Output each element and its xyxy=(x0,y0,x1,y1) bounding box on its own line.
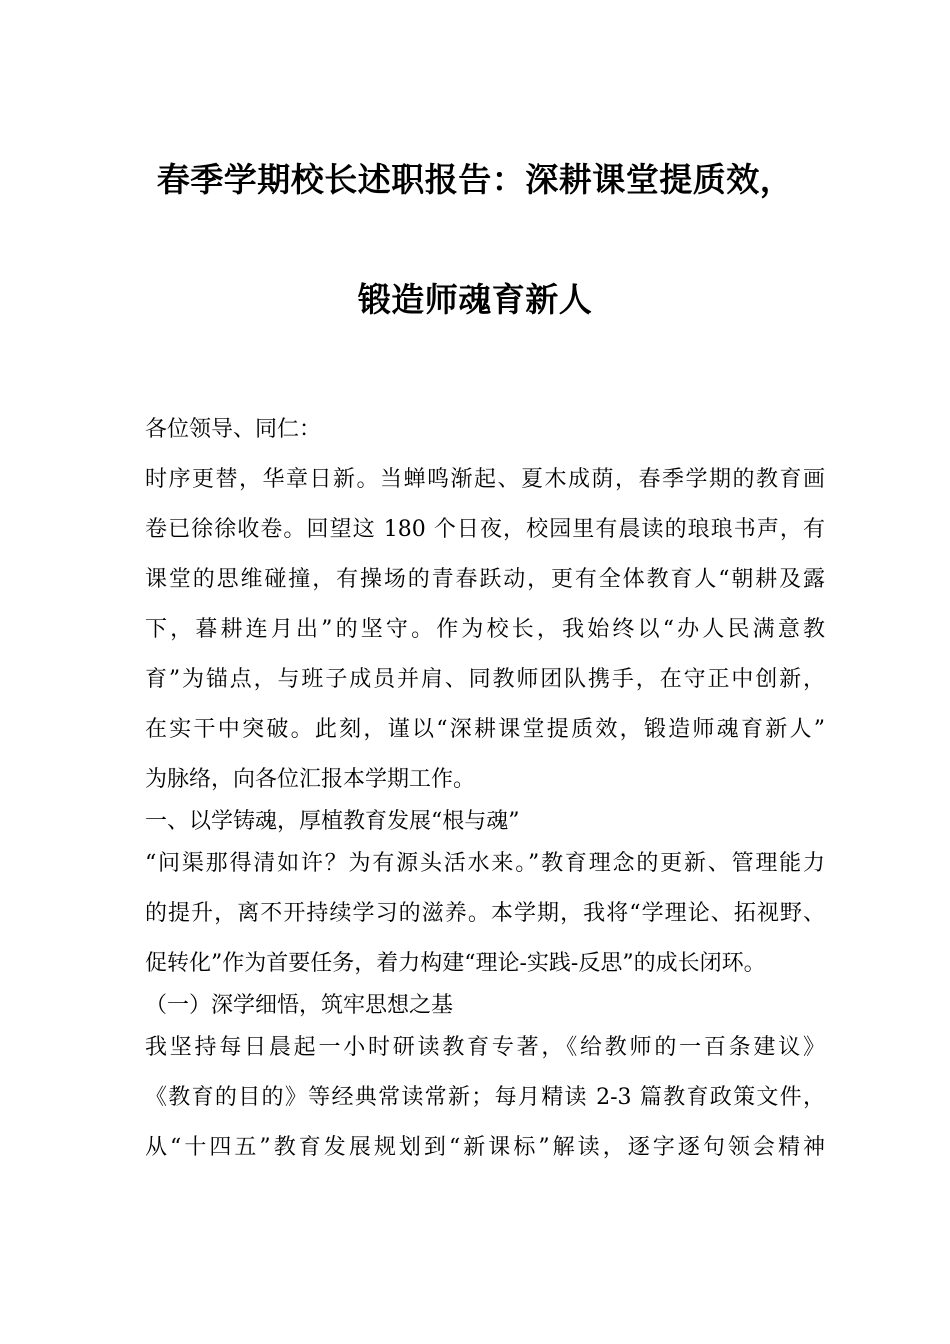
salutation: 各位领导、同仁： xyxy=(145,417,322,442)
document-body xyxy=(145,412,825,1180)
paragraph-line: 课堂的思维碰撞，有操场的青春跃动，更有全体教育人“朝耕及露 xyxy=(145,567,825,592)
document-title-line-1: 春季学期校长述职报告：深耕课堂提质效， xyxy=(156,160,794,199)
paragraph-line: 促转化”作为首要任务，着力构建“理论-实践-反思”的成长闭环。 xyxy=(145,951,766,976)
paragraph-line: 在实干中突破。此刻，谨以“深耕课堂提质效，锻造师魂育新人” xyxy=(145,717,825,742)
paragraph-line: 我坚持每日晨起一小时研读教育专著，《给教师的一百条建议》 xyxy=(145,1035,825,1060)
section-heading: 一、以学铸魂，厚植教育发展“根与魂” xyxy=(145,809,520,834)
paragraph-line: 下，暮耕连月出”的坚守。作为校长，我始终以“办人民满意教 xyxy=(145,617,825,642)
paragraph-line: 为脉络，向各位汇报本学期工作。 xyxy=(145,767,476,792)
paragraph-line: 从“十四五”教育发展规划到“新课标”解读，逐字逐句领会精神 xyxy=(145,1135,825,1160)
subsection-heading: （一）深学细悟，筑牢思想之基 xyxy=(145,993,454,1018)
paragraph-line: 的提升，离不开持续学习的滋养。本学期，我将“学理论、拓视野、 xyxy=(145,901,825,926)
paragraph-line: 育”为锚点，与班子成员并肩、同教师团队携手，在守正中创新， xyxy=(145,667,825,692)
paragraph-line: “问渠那得清如许？为有源头活水来。”教育理念的更新、管理能力 xyxy=(145,851,825,876)
paragraph-line: 《教育的目的》等经典常读常新；每月精读 2-3 篇教育政策文件， xyxy=(145,1085,825,1110)
document-title-line-2: 锻造师魂育新人 xyxy=(357,280,593,319)
paragraph-line: 卷已徐徐收卷。回望这 180 个日夜，校园里有晨读的琅琅书声，有 xyxy=(145,517,825,542)
paragraph-line: 时序更替，华章日新。当蝉鸣渐起、夏木成荫，春季学期的教育画 xyxy=(145,467,825,492)
